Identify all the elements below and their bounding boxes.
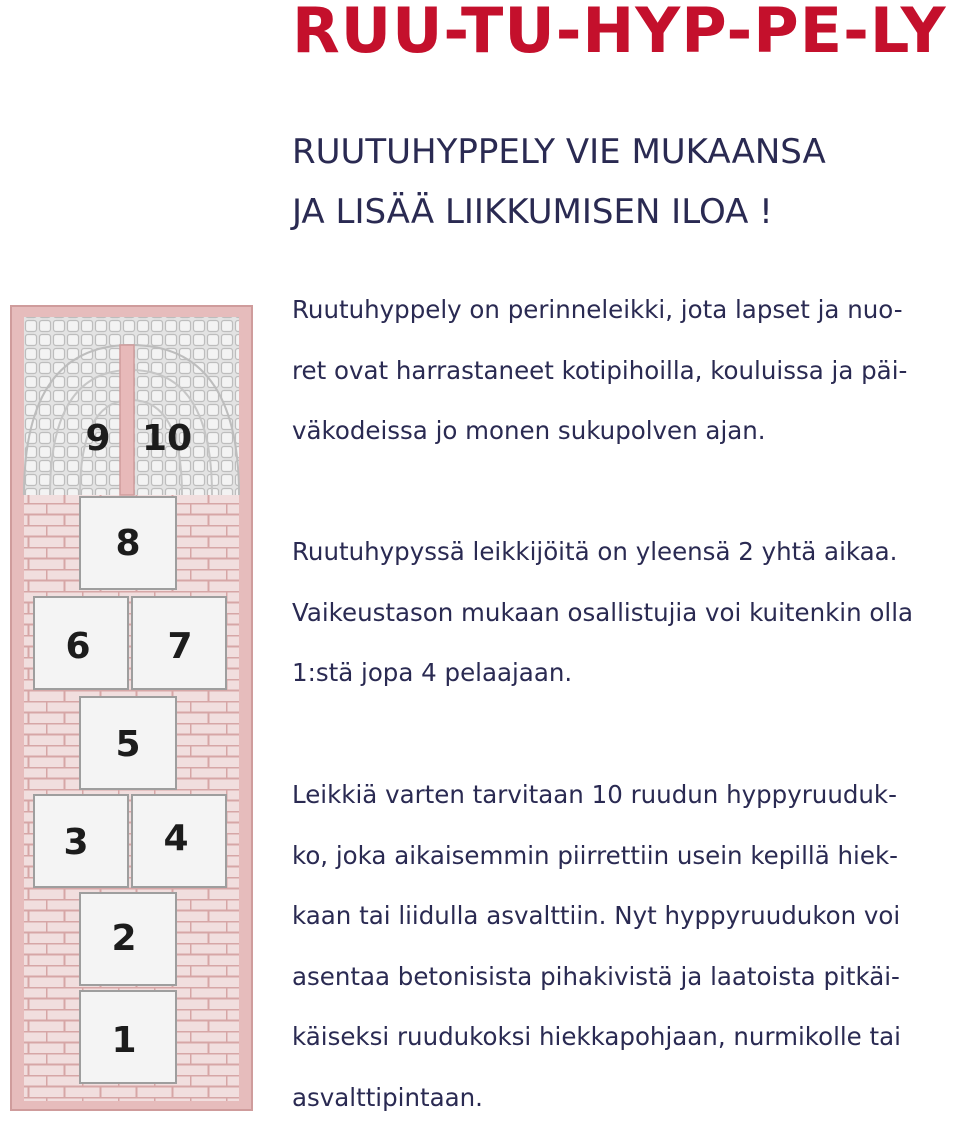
text-line: Vaikeustason mukaan osallistujia voi kuitenkin olla bbox=[292, 583, 960, 644]
number-5: 5 bbox=[115, 724, 140, 765]
text-line: Ruutuhypyssä leikkijöitä on yleensä 2 yhtä aikaa. bbox=[292, 522, 960, 583]
number-4: 4 bbox=[163, 818, 188, 859]
text-line: väkodeissa jo monen sukupolven ajan. bbox=[292, 401, 960, 462]
subtitle-line: RUUTUHYPPELY VIE MUKAANSA bbox=[292, 122, 826, 182]
number-1: 1 bbox=[111, 1020, 136, 1061]
text-line: asvalttipintaan. bbox=[292, 1068, 960, 1128]
text-line: asentaa betonisista pihakivistä ja laatoista pitkäi- bbox=[292, 947, 960, 1008]
subtitle bbox=[292, 122, 826, 242]
number-9: 9 bbox=[85, 418, 110, 459]
materials-paragraph bbox=[292, 765, 960, 1128]
page-title: RUU-TU-HYP-PE-LY bbox=[292, 0, 947, 67]
number-3: 3 bbox=[63, 822, 88, 863]
text-line: käiseksi ruudukoksi hiekkapohjaan, nurmikolle tai bbox=[292, 1007, 960, 1068]
number-6: 6 bbox=[65, 626, 90, 667]
subtitle-line: JA LISÄÄ LIIKKUMISEN ILOA ! bbox=[292, 182, 826, 242]
number-10: 10 bbox=[142, 418, 192, 459]
number-7: 7 bbox=[167, 626, 192, 667]
text-line: kaan tai liidulla asvalttiin. Nyt hyppyruudukon voi bbox=[292, 886, 960, 947]
number-2: 2 bbox=[111, 918, 136, 959]
number-8: 8 bbox=[115, 523, 140, 564]
text-line: Ruutuhyppely on perinneleikki, jota lapset ja nuo- bbox=[292, 280, 960, 341]
center-divider bbox=[120, 345, 134, 495]
hopscotch-illustration bbox=[10, 305, 253, 1111]
text-line: ko, joka aikaisemmin piirrettiin usein kepillä hiek- bbox=[292, 826, 960, 887]
intro-paragraph bbox=[292, 280, 960, 462]
players-paragraph bbox=[292, 522, 960, 704]
text-line: Leikkiä varten tarvitaan 10 ruudun hyppyruuduk- bbox=[292, 765, 960, 826]
text-line: ret ovat harrastaneet kotipihoilla, kouluissa ja päi- bbox=[292, 341, 960, 402]
text-line: 1:stä jopa 4 pelaajaan. bbox=[292, 643, 960, 704]
